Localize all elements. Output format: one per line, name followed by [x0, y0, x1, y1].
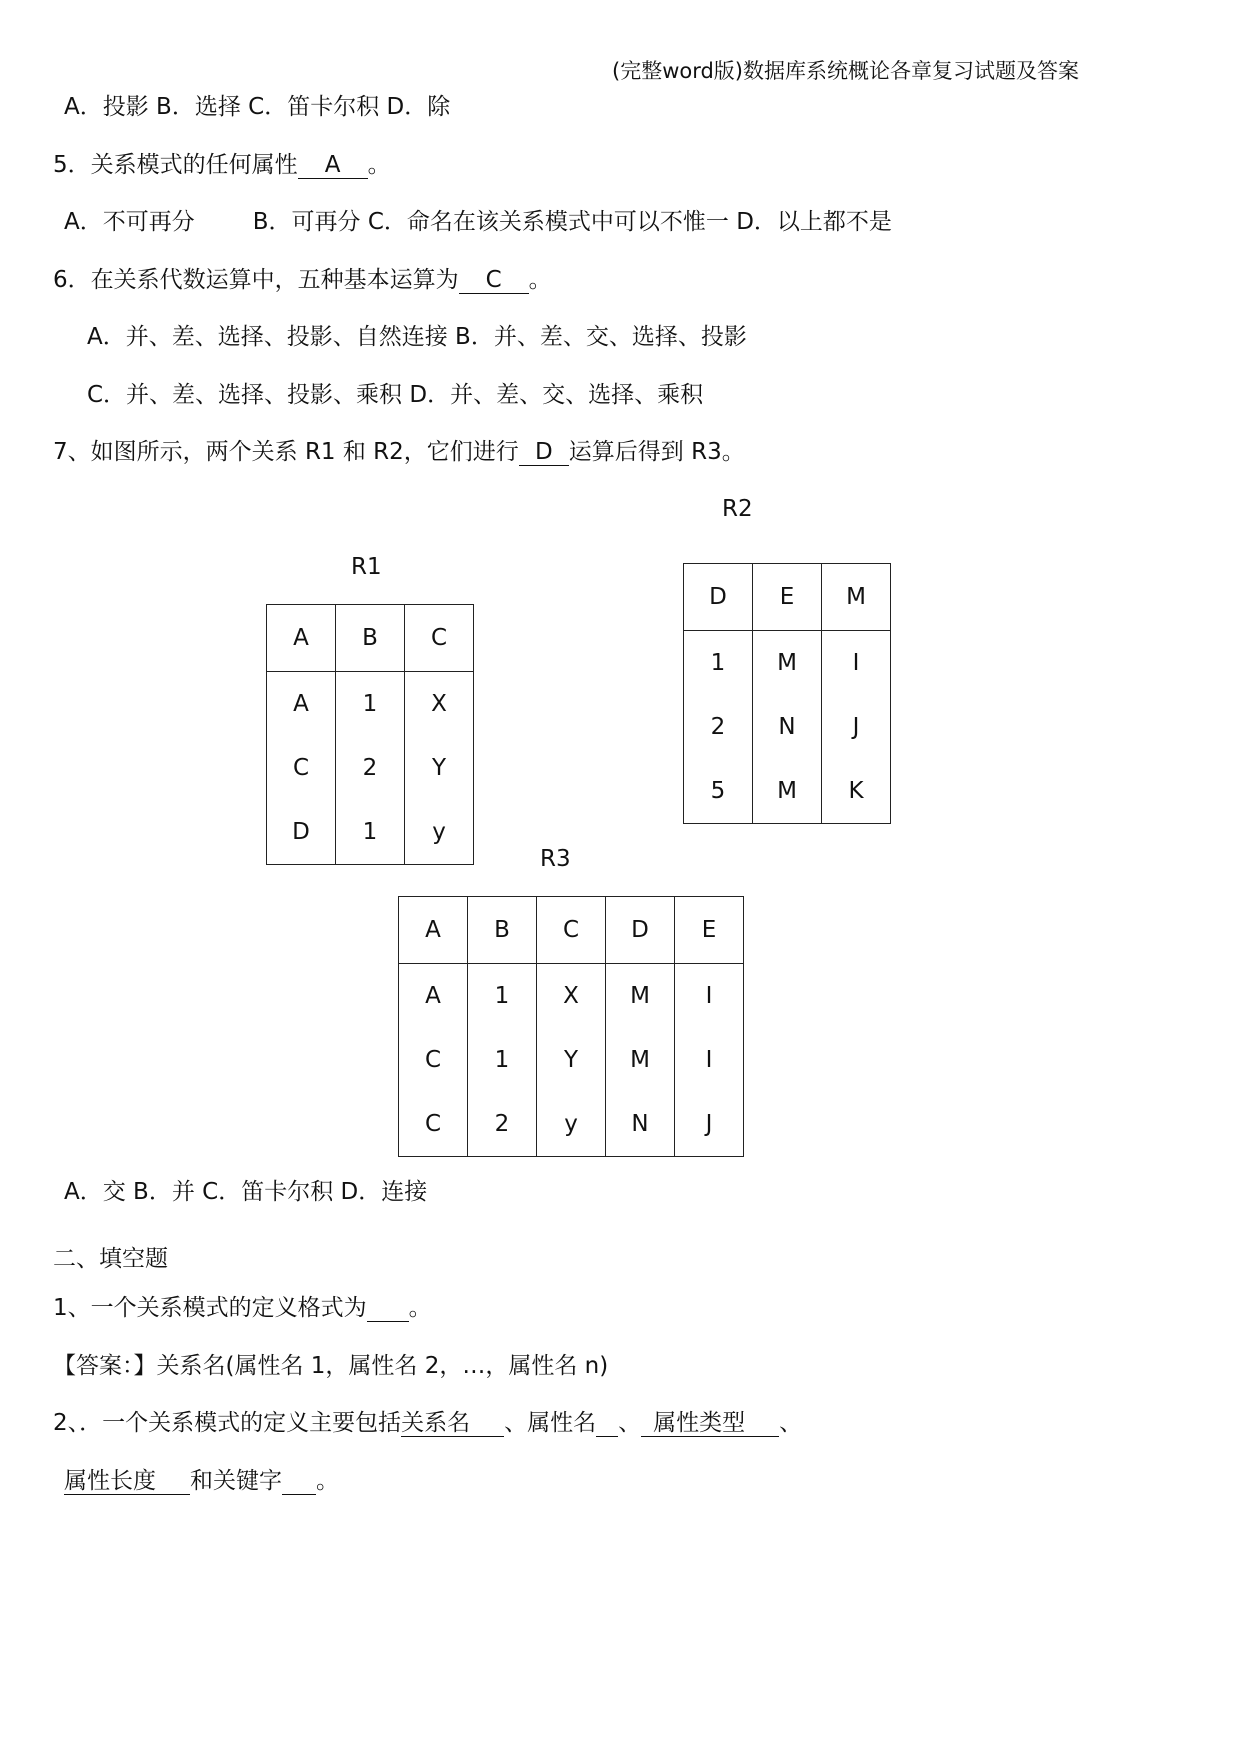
q6-stem: 6．在关系代数运算中，五种基本运算为 [53, 267, 459, 293]
table-row [399, 1028, 744, 1092]
r2-cell: M [753, 631, 822, 696]
r3-header-cell: C [537, 897, 606, 964]
r2-title: R2 [722, 496, 753, 522]
r1-cell: A [267, 672, 336, 737]
r2-header-cell: M [822, 564, 891, 631]
relation-r2-table [683, 563, 891, 824]
r3-cell: I [675, 964, 744, 1029]
relation-r1-table [266, 604, 474, 865]
f2-sep-2: 、 [618, 1410, 642, 1436]
r1-cell: 1 [336, 800, 405, 865]
r2-cell: I [822, 631, 891, 696]
r3-header-cell: A [399, 897, 468, 964]
q5-option-a: A．不可再分 [64, 209, 195, 235]
f1-answer: 关系名(属性名 1，属性名 2，…，属性名 n) [156, 1353, 609, 1379]
f1-answer-line [53, 1351, 608, 1381]
r2-cell: J [822, 695, 891, 759]
r3-header-cell: E [675, 897, 744, 964]
q7-stem: 7、如图所示，两个关系 R1 和 R2，它们进行 [53, 439, 519, 465]
q4-options: A．投影 B．选择 C．笛卡尔积 D．除 [64, 94, 451, 120]
q6-end: 。 [528, 267, 552, 293]
table-row [267, 800, 474, 865]
r3-cell: J [675, 1092, 744, 1157]
f2-stem: 2、．一个关系模式的定义主要包括 [53, 1410, 402, 1436]
r3-cell: 1 [468, 1028, 537, 1092]
f1-answer-label: 【答案：】 [53, 1353, 157, 1379]
r3-cell: y [537, 1092, 606, 1157]
r1-header-row [267, 605, 474, 672]
table-row [684, 759, 891, 824]
f1-end: 。 [408, 1295, 432, 1321]
r3-cell: A [399, 964, 468, 1029]
table-row [267, 736, 474, 800]
q5-end: 。 [367, 152, 391, 178]
fill-2 [53, 1408, 802, 1438]
r1-header-cell: B [336, 605, 405, 672]
r3-cell: C [399, 1028, 468, 1092]
r2-cell: N [753, 695, 822, 759]
r2-cell: 1 [684, 631, 753, 696]
f2-answer-3: 属性类型 [653, 1410, 746, 1436]
section-2-title: 二、填空题 [53, 1246, 168, 1272]
r1-cell: 2 [336, 736, 405, 800]
q6-options-cd: C．并、差、选择、投影、乘积 D．并、差、交、选择、乘积 [87, 382, 704, 408]
r3-cell: M [606, 964, 675, 1029]
page-header: (完整word版)数据库系统概论各章复习试题及答案 [612, 59, 1080, 83]
question-7 [53, 437, 745, 467]
r2-header-row [684, 564, 891, 631]
r2-header-cell: D [684, 564, 753, 631]
r2-cell: 2 [684, 695, 753, 759]
q5-options-rest: B．可再分 C．命名在该关系模式中可以不惟一 D．以上都不是 [252, 209, 892, 235]
r3-cell: X [537, 964, 606, 1029]
question-5 [53, 150, 391, 180]
table-row [267, 672, 474, 737]
r1-cell: X [405, 672, 474, 737]
q6-options-ab: A．并、差、选择、投影、自然连接 B．并、差、交、选择、投影 [87, 324, 747, 350]
r3-cell: N [606, 1092, 675, 1157]
f1-stem: 1、一个关系模式的定义格式为 [53, 1295, 367, 1321]
r1-cell: Y [405, 736, 474, 800]
r1-title: R1 [351, 554, 382, 580]
q7-options: A．交 B．并 C．笛卡尔积 D．连接 [64, 1179, 428, 1205]
relation-r3-table [398, 896, 744, 1157]
f2-mid: 和关键字 [190, 1468, 282, 1494]
fill-1 [53, 1293, 432, 1323]
r3-header-cell: D [606, 897, 675, 964]
q6-answer: C [459, 267, 529, 294]
r3-cell: I [675, 1028, 744, 1092]
r1-header-cell: C [405, 605, 474, 672]
r3-cell: Y [537, 1028, 606, 1092]
r3-cell: M [606, 1028, 675, 1092]
f2-answer-4: 属性长度 [64, 1468, 156, 1494]
table-row [684, 695, 891, 759]
r3-header-cell: B [468, 897, 537, 964]
r1-header-cell: A [267, 605, 336, 672]
q5-options [64, 207, 892, 237]
f2-answer-1: 关系名 [401, 1410, 471, 1436]
r2-cell: K [822, 759, 891, 824]
table-row [399, 964, 744, 1029]
r3-header-row [399, 897, 744, 964]
f2-sep-1: 、属性名 [504, 1410, 597, 1436]
r1-cell: y [405, 800, 474, 865]
table-row [399, 1092, 744, 1157]
fill-2-cont [64, 1466, 339, 1496]
q7-answer: D [519, 439, 569, 466]
q7-end: 运算后得到 R3。 [568, 439, 745, 465]
r1-cell: D [267, 800, 336, 865]
q5-stem: 5．关系模式的任何属性 [53, 152, 298, 178]
r2-cell: 5 [684, 759, 753, 824]
f2-end: 。 [316, 1468, 339, 1494]
r2-header-cell: E [753, 564, 822, 631]
table-row [684, 631, 891, 696]
r3-title: R3 [540, 846, 571, 872]
r1-cell: 1 [336, 672, 405, 737]
f2-sep-3: 、 [779, 1410, 803, 1436]
r2-cell: M [753, 759, 822, 824]
r3-cell: C [399, 1092, 468, 1157]
r1-cell: C [267, 736, 336, 800]
question-6 [53, 265, 552, 295]
q5-answer: A [298, 152, 368, 179]
f1-blank [367, 1295, 409, 1322]
r3-cell: 1 [468, 964, 537, 1029]
r3-cell: 2 [468, 1092, 537, 1157]
